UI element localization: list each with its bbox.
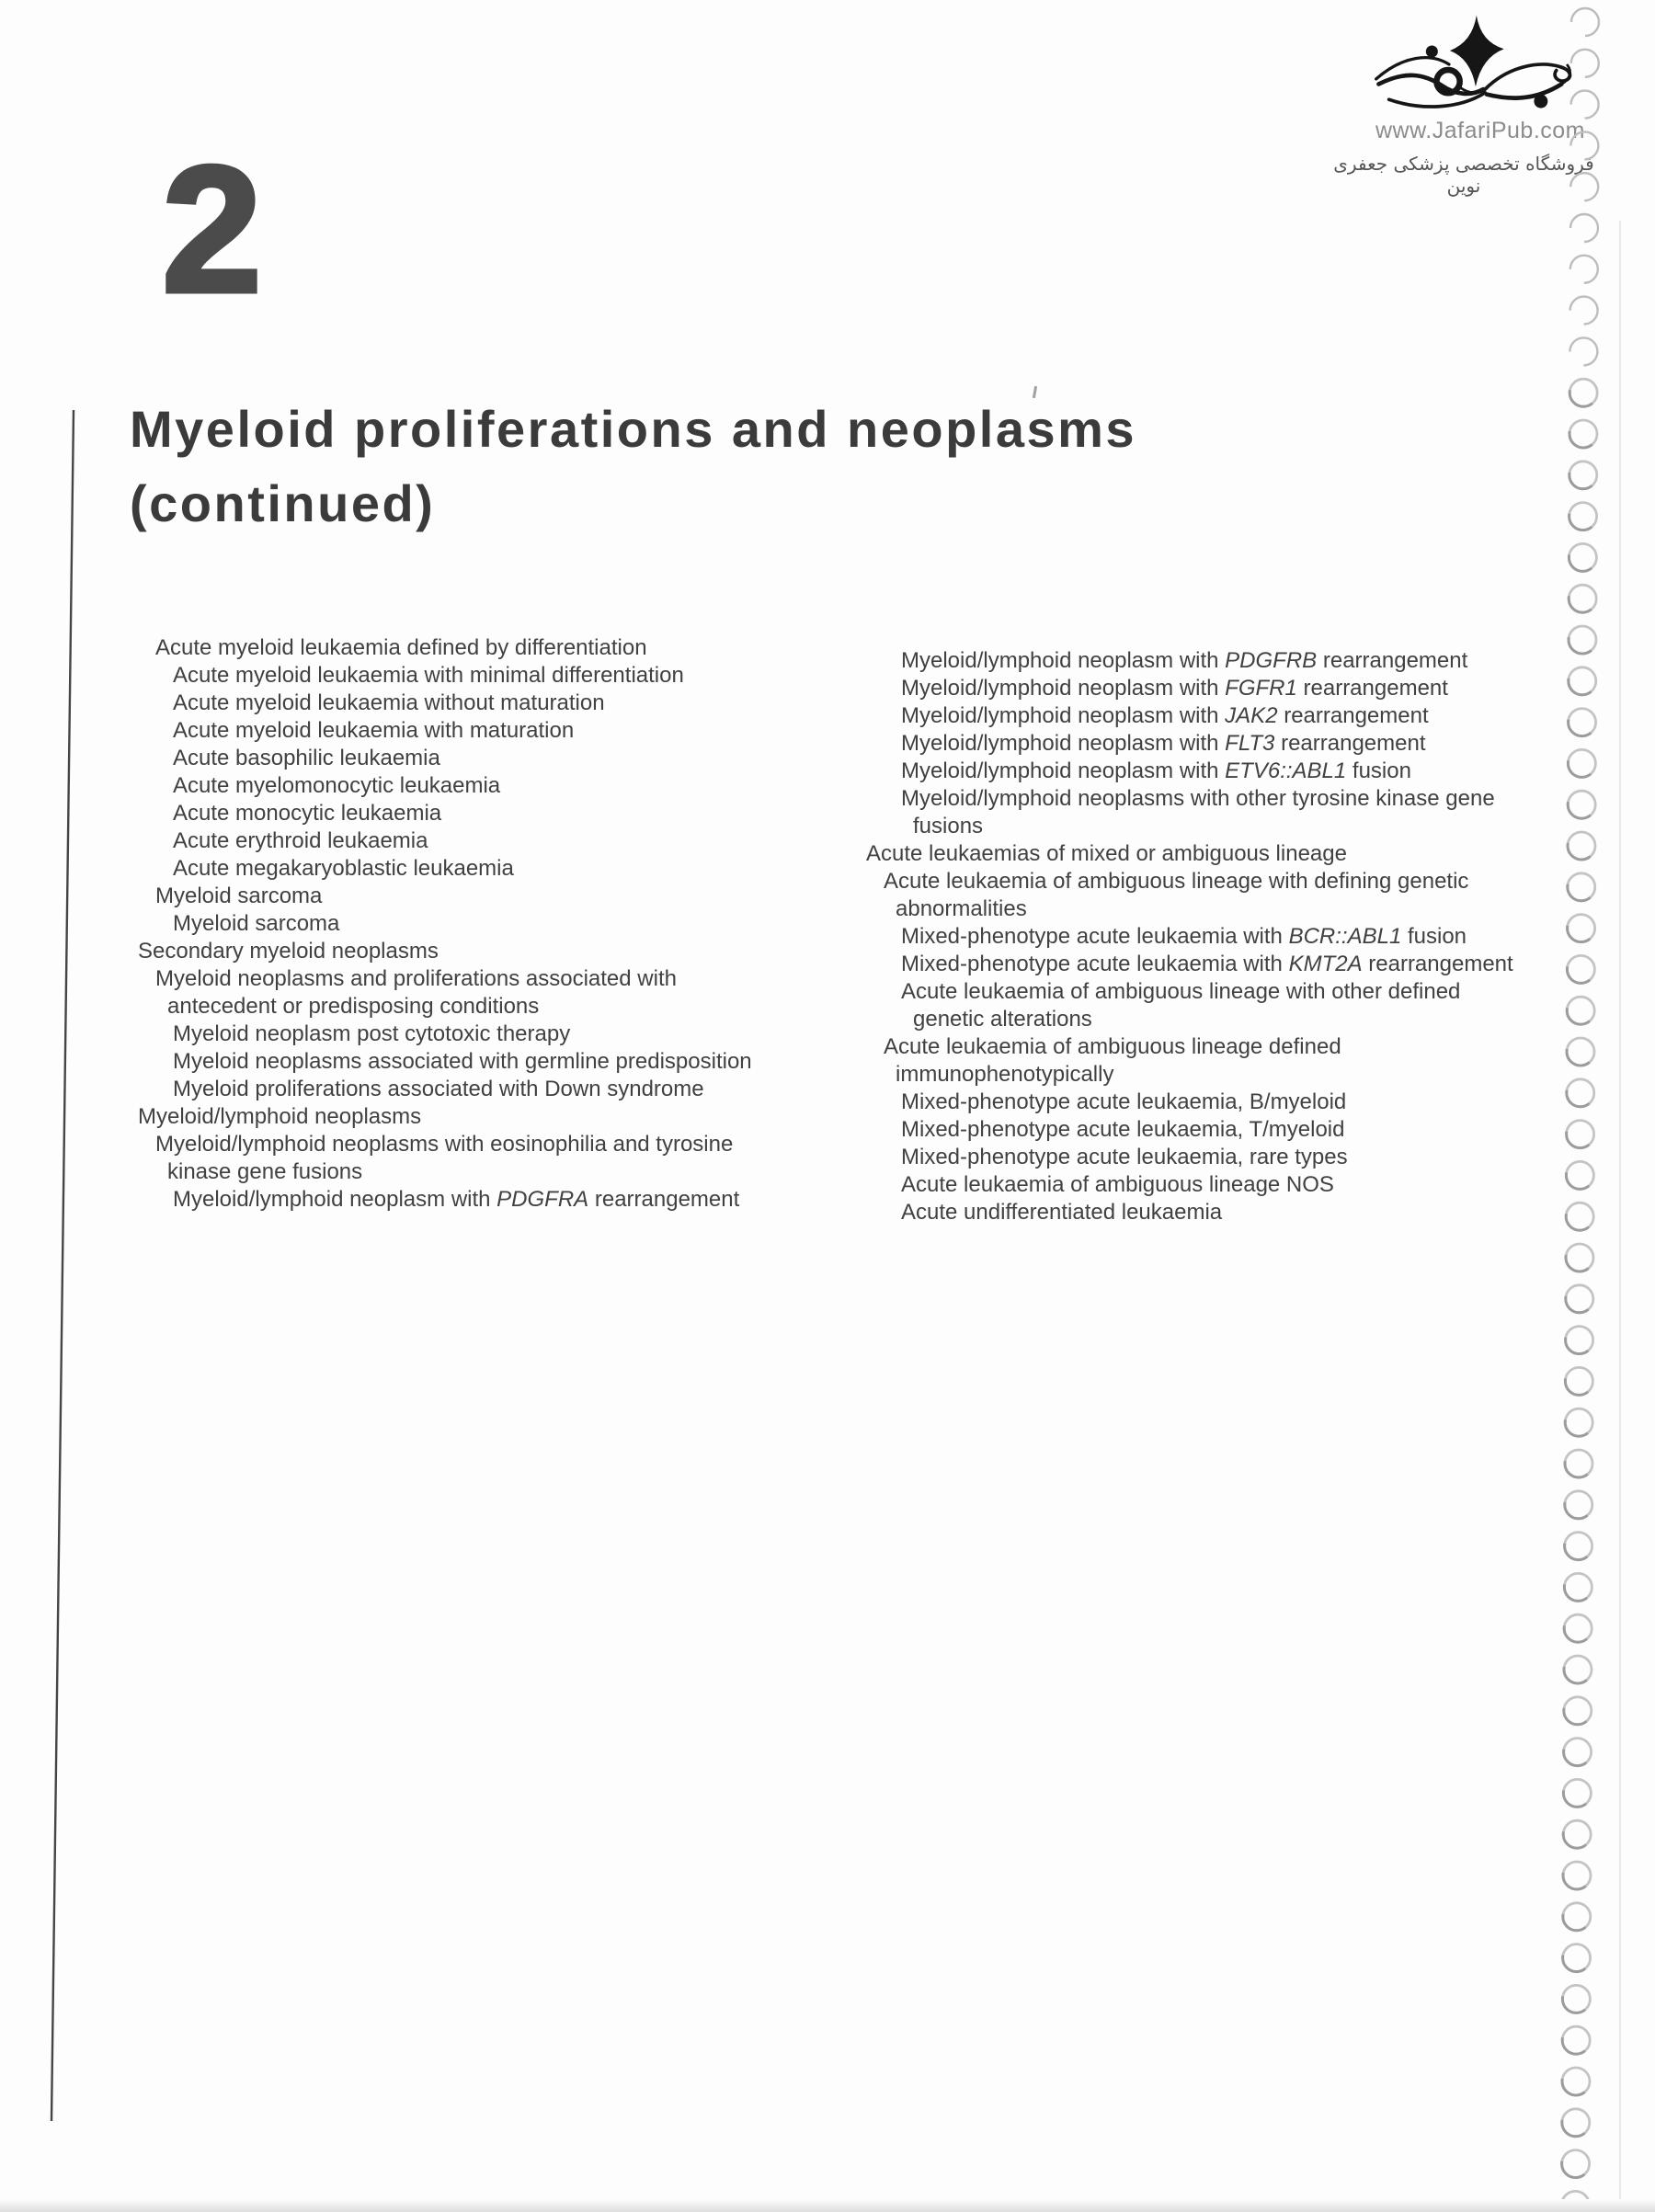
binding-ring bbox=[1562, 1985, 1590, 2012]
binding-ring-shadow bbox=[1566, 1285, 1593, 1313]
toc-text: Acute erythroid leukaemia bbox=[173, 828, 428, 853]
toc-text: fusion bbox=[1346, 758, 1411, 783]
toc-text: Acute myeloid leukaemia with maturation bbox=[173, 718, 575, 743]
binding-ring bbox=[1566, 1327, 1593, 1354]
binding-ring-shadow bbox=[1565, 1408, 1592, 1436]
toc-text: Mixed-phenotype acute leukaemia with bbox=[901, 924, 1289, 949]
gene-symbol: JAK2 bbox=[1225, 703, 1278, 728]
binding-ring-shadow bbox=[1569, 462, 1597, 489]
binding-ring bbox=[1564, 1573, 1592, 1601]
toc-text: Myeloid sarcoma bbox=[173, 911, 340, 936]
toc-line bbox=[901, 702, 1602, 730]
toc-text: Myeloid/lymphoid neoplasm with bbox=[901, 676, 1226, 701]
toc-line bbox=[901, 1199, 1602, 1226]
binding-ring-shadow bbox=[1562, 2109, 1590, 2137]
binding-ring-shadow bbox=[1564, 1573, 1592, 1601]
toc-line bbox=[901, 951, 1602, 978]
binding-ring-shadow bbox=[1564, 1614, 1592, 1642]
page-bottom-shadow bbox=[0, 2199, 1655, 2212]
toc-text: Acute basophilic leukaemia bbox=[173, 746, 440, 770]
binding-ring bbox=[1563, 1903, 1591, 1931]
toc-line bbox=[155, 883, 818, 910]
toc-line bbox=[173, 690, 818, 717]
binding-ring bbox=[1565, 1491, 1592, 1519]
publisher-store-name: فروشگاه تخصصی پزشکی جعفری نوین bbox=[1333, 153, 1594, 197]
toc-line bbox=[901, 1089, 1602, 1116]
gene-symbol: FLT3 bbox=[1225, 731, 1275, 756]
gene-symbol: ETV6::ABL1 bbox=[1225, 758, 1347, 783]
gene-symbol: FGFR1 bbox=[1225, 676, 1297, 701]
toc-text: rearrangement bbox=[588, 1187, 740, 1212]
toc-line bbox=[901, 785, 1602, 813]
toc-line bbox=[155, 1131, 818, 1158]
binding-ring-shadow bbox=[1569, 503, 1597, 530]
toc-text: Secondary myeloid neoplasms bbox=[138, 939, 439, 963]
binding-ring bbox=[1570, 214, 1598, 242]
toc-text: Acute leukaemia of ambiguous lineage with other defined bbox=[901, 979, 1461, 1004]
toc-text: Myeloid/lymphoid neoplasms with other tyrosine kinase gene bbox=[901, 786, 1495, 811]
toc-text: genetic alterations bbox=[913, 1007, 1092, 1032]
toc-line bbox=[173, 662, 818, 690]
toc-line bbox=[167, 993, 818, 1020]
binding-ring bbox=[1564, 1739, 1592, 1766]
toc-line bbox=[173, 1020, 818, 1048]
binding-ring bbox=[1562, 2026, 1590, 2054]
publisher-url: www.JafariPub.com bbox=[1375, 118, 1586, 143]
toc-text: rearrangement bbox=[1274, 731, 1426, 756]
toc-text: Myeloid/lymphoid neoplasms with eosinophilia and tyrosine bbox=[155, 1132, 734, 1157]
binding-ring-shadow bbox=[1569, 420, 1597, 448]
binding-ring bbox=[1569, 503, 1597, 530]
toc-text: Acute myelomonocytic leukaemia bbox=[173, 773, 501, 798]
toc-line bbox=[913, 813, 1602, 840]
binding-ring bbox=[1563, 1820, 1591, 1848]
toc-text: Myeloid neoplasm post cytotoxic therapy bbox=[173, 1021, 571, 1046]
toc-line bbox=[901, 923, 1602, 951]
toc-text: Myeloid/lymphoid neoplasm with bbox=[901, 648, 1226, 673]
binding-ring-shadow bbox=[1569, 379, 1597, 406]
binding-ring-shadow bbox=[1565, 1491, 1592, 1519]
binding-ring bbox=[1570, 297, 1598, 325]
binding-ring-shadow bbox=[1562, 2026, 1590, 2054]
binding-ring-shadow bbox=[1569, 585, 1596, 612]
toc-line bbox=[173, 855, 818, 883]
binding-ring bbox=[1564, 1614, 1592, 1642]
toc-text: Acute myeloid leukaemia without maturation bbox=[173, 690, 605, 715]
toc-text: Myeloid/lymphoid neoplasms bbox=[138, 1104, 422, 1129]
binding-ring bbox=[1565, 1533, 1592, 1560]
toc-line bbox=[173, 827, 818, 855]
binding-ring-shadow bbox=[1562, 2150, 1590, 2178]
toc-text: Myeloid neoplasms and proliferations associated with bbox=[155, 966, 677, 991]
binding-ring bbox=[1562, 2150, 1590, 2178]
toc-text: Acute leukaemia of ambiguous lineage defined bbox=[884, 1034, 1341, 1059]
binding-ring-shadow bbox=[1565, 1450, 1592, 1477]
toc-text: immunophenotypically bbox=[896, 1062, 1114, 1087]
toc-text: antecedent or predisposing conditions bbox=[167, 994, 540, 1019]
toc-text: Acute undifferentiated leukaemia bbox=[901, 1200, 1223, 1225]
gene-symbol: BCR::ABL1 bbox=[1288, 924, 1402, 949]
binding-ring bbox=[1569, 379, 1597, 406]
binding-ring bbox=[1563, 1862, 1591, 1889]
binding-ring bbox=[1565, 1450, 1592, 1477]
toc-line bbox=[901, 758, 1602, 785]
binding-ring bbox=[1566, 1244, 1593, 1271]
gene-symbol: PDGFRB bbox=[1225, 648, 1318, 673]
binding-ring-shadow bbox=[1565, 1533, 1592, 1560]
toc-text: Mixed-phenotype acute leukaemia with bbox=[901, 952, 1289, 976]
toc-line bbox=[901, 1116, 1602, 1144]
binding-ring-shadow bbox=[1569, 543, 1596, 571]
binding-ring bbox=[1562, 2109, 1590, 2137]
toc-text: rearrangement bbox=[1317, 648, 1468, 673]
toc-text: Mixed-phenotype acute leukaemia, B/myeloid bbox=[901, 1089, 1347, 1114]
binding-ring bbox=[1565, 1367, 1592, 1395]
binding-ring bbox=[1570, 256, 1598, 283]
binding-ring bbox=[1566, 1285, 1593, 1313]
binding-ring-shadow bbox=[1564, 1739, 1592, 1766]
toc-text: fusion bbox=[1401, 924, 1467, 949]
toc-text: Acute leukaemias of mixed or ambiguous lineage bbox=[866, 841, 1347, 866]
toc-text: Myeloid/lymphoid neoplasm with bbox=[901, 703, 1226, 728]
toc-text: Myeloid/lymphoid neoplasm with bbox=[901, 758, 1226, 783]
binding-ring-shadow bbox=[1565, 1367, 1592, 1395]
binding-ring-shadow bbox=[1562, 1985, 1590, 2012]
binding-ring bbox=[1564, 1656, 1592, 1683]
toc-text: Myeloid/lymphoid neoplasm with bbox=[901, 731, 1226, 756]
binding-ring bbox=[1564, 1697, 1592, 1725]
binding-ring bbox=[1569, 420, 1597, 448]
binding-ring bbox=[1569, 585, 1596, 612]
binding-ring bbox=[1569, 462, 1597, 489]
page-title-line1: Myeloid proliferations and neoplasms bbox=[130, 400, 1137, 458]
toc-line bbox=[167, 1158, 818, 1186]
toc-line bbox=[884, 1033, 1602, 1061]
toc-text: Myeloid proliferations associated with Down syndrome bbox=[173, 1077, 704, 1101]
binding-ring-shadow bbox=[1564, 1697, 1592, 1725]
gene-symbol: KMT2A bbox=[1288, 952, 1363, 976]
toc-text: Acute megakaryoblastic leukaemia bbox=[173, 856, 514, 881]
page-edge-line bbox=[1619, 221, 1621, 2212]
toc-text: Acute myeloid leukaemia defined by differentiation bbox=[155, 635, 647, 660]
toc-column-right bbox=[866, 647, 1602, 1226]
toc-line bbox=[913, 1006, 1602, 1033]
binding-ring-shadow bbox=[1566, 1327, 1593, 1354]
toc-line bbox=[173, 1186, 818, 1214]
toc-line bbox=[884, 868, 1602, 895]
toc-line bbox=[866, 840, 1602, 868]
toc-line bbox=[155, 634, 818, 662]
toc-line bbox=[138, 938, 818, 965]
binding-ring bbox=[1565, 1408, 1592, 1436]
toc-line bbox=[173, 745, 818, 772]
binding-ring bbox=[1563, 1779, 1591, 1807]
toc-line bbox=[901, 1171, 1602, 1199]
binding-ring bbox=[1563, 1944, 1591, 1972]
toc-line bbox=[173, 800, 818, 827]
binding-ring bbox=[1569, 337, 1597, 365]
binding-ring-shadow bbox=[1563, 1820, 1591, 1848]
toc-line bbox=[901, 1144, 1602, 1171]
toc-text: rearrangement bbox=[1296, 676, 1448, 701]
left-margin-rule bbox=[51, 410, 74, 2121]
binding-ring-shadow bbox=[1562, 2068, 1590, 2095]
binding-ring-shadow bbox=[1563, 1862, 1591, 1889]
toc-text: Myeloid sarcoma bbox=[155, 884, 323, 908]
toc-line bbox=[173, 1076, 818, 1103]
toc-line bbox=[173, 717, 818, 745]
chapter-number: 2 bbox=[162, 129, 263, 330]
gene-symbol: PDGFRA bbox=[496, 1187, 589, 1212]
binding-ring-shadow bbox=[1563, 1779, 1591, 1807]
toc-line bbox=[901, 647, 1602, 675]
toc-text: Acute monocytic leukaemia bbox=[173, 801, 442, 826]
toc-text: Acute leukaemia of ambiguous lineage with defining genetic bbox=[884, 869, 1469, 894]
toc-line bbox=[896, 1061, 1602, 1089]
toc-line bbox=[173, 1048, 818, 1076]
toc-text: rearrangement bbox=[1277, 703, 1429, 728]
toc-column-left bbox=[138, 634, 818, 1214]
toc-line bbox=[173, 772, 818, 800]
binding-ring-shadow bbox=[1563, 1903, 1591, 1931]
toc-text: Myeloid/lymphoid neoplasm with bbox=[173, 1187, 497, 1212]
toc-line bbox=[901, 978, 1602, 1006]
toc-text: abnormalities bbox=[896, 896, 1027, 921]
toc-line bbox=[901, 675, 1602, 702]
toc-text: Mixed-phenotype acute leukaemia, T/myeloid bbox=[901, 1117, 1345, 1142]
toc-line bbox=[173, 910, 818, 938]
binding-ring bbox=[1562, 2068, 1590, 2095]
toc-text: fusions bbox=[913, 814, 984, 838]
toc-line bbox=[155, 965, 818, 993]
toc-text: Acute myeloid leukaemia with minimal differentiation bbox=[173, 663, 684, 688]
binding-ring-shadow bbox=[1564, 1656, 1592, 1683]
toc-text: Acute leukaemia of ambiguous lineage NOS bbox=[901, 1172, 1334, 1197]
toc-line bbox=[901, 730, 1602, 758]
toc-text: Mixed-phenotype acute leukaemia, rare types bbox=[901, 1145, 1348, 1169]
binding-ring-shadow bbox=[1563, 1944, 1591, 1972]
publisher-logo-ornament bbox=[1372, 13, 1578, 116]
toc-text: Myeloid neoplasms associated with germline predisposition bbox=[173, 1049, 752, 1074]
page-title-line2: (continued) bbox=[130, 474, 436, 532]
toc-text: kinase gene fusions bbox=[167, 1159, 363, 1184]
binding-ring bbox=[1569, 543, 1596, 571]
toc-line bbox=[896, 895, 1602, 923]
page-title bbox=[130, 392, 1417, 541]
binding-ring-shadow bbox=[1566, 1244, 1593, 1271]
toc-line bbox=[138, 1103, 818, 1131]
toc-text: rearrangement bbox=[1362, 952, 1513, 976]
